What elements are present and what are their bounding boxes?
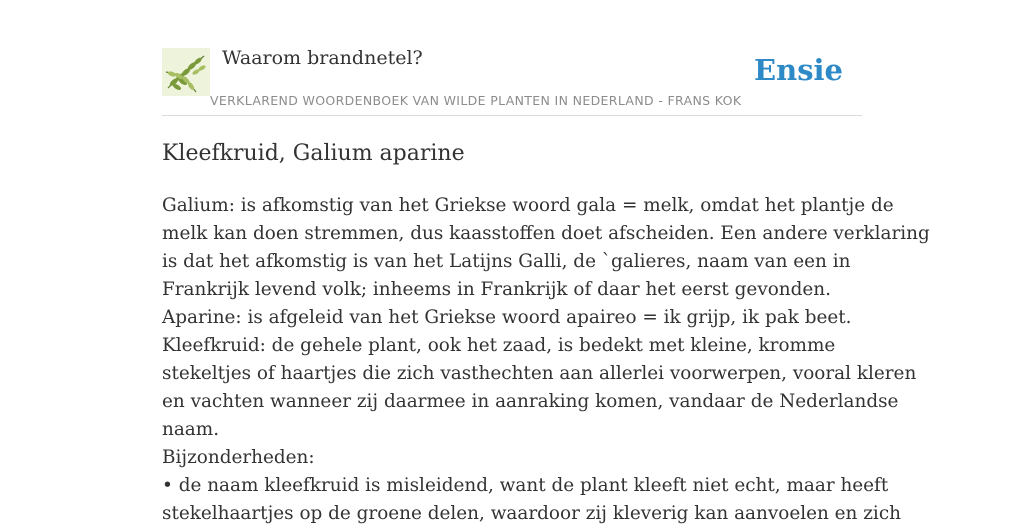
entry-line: en vachten wanneer zij daarmee in aanraking komen, vandaar de Nederlandse [162, 391, 899, 412]
entry-line: stekelhaartjes op de groene delen, waardoor zij kleverig kan aanvoelen en zich [162, 503, 901, 524]
entry-line: • de naam kleefkruid is misleidend, want de plant kleeft niet echt, maar heeft [162, 475, 889, 496]
source-label[interactable]: VERKLAREND WOORDENBOEK VAN WILDE PLANTEN IN NEDERLAND - FRANS KOK [210, 93, 742, 108]
entry-line: melk kan doen stremmen, dus kaasstoffen doet afscheiden. Een andere verklaring [162, 223, 930, 244]
entry-line: naam. [162, 419, 220, 440]
plant-leaves-icon[interactable] [162, 48, 210, 96]
header-divider [162, 115, 862, 116]
entry-line: Kleefkruid: de gehele plant, ook het zaad, is bedekt met kleine, kromme [162, 335, 836, 356]
entry-line: Frankrijk levend volk; inheems in Frankrijk of daar het eerst gevonden. [162, 279, 831, 300]
entry-line: stekeltjes of haartjes die zich vasthechten aan allerlei voorwerpen, vooral kleren [162, 363, 917, 384]
entry-line: Galium: is afkomstig van het Griekse woord gala = melk, omdat het plantje de [162, 195, 894, 216]
page-title[interactable]: Waarom brandnetel? [222, 47, 423, 69]
entry-line: Aparine: is afgeleid van het Griekse woord apaireo = ik grijp, ik pak beet. [162, 307, 852, 328]
entry-line: is dat het afkomstig is van het Latijns Galli, de `galieres, naam van een in [162, 251, 851, 272]
entry-line: Bijzonderheden: [162, 447, 315, 468]
entry-body [162, 192, 930, 528]
brand-logo[interactable]: Ensie [754, 53, 843, 87]
header [162, 46, 862, 116]
entry-heading: Kleefkruid, Galium aparine [162, 141, 465, 166]
